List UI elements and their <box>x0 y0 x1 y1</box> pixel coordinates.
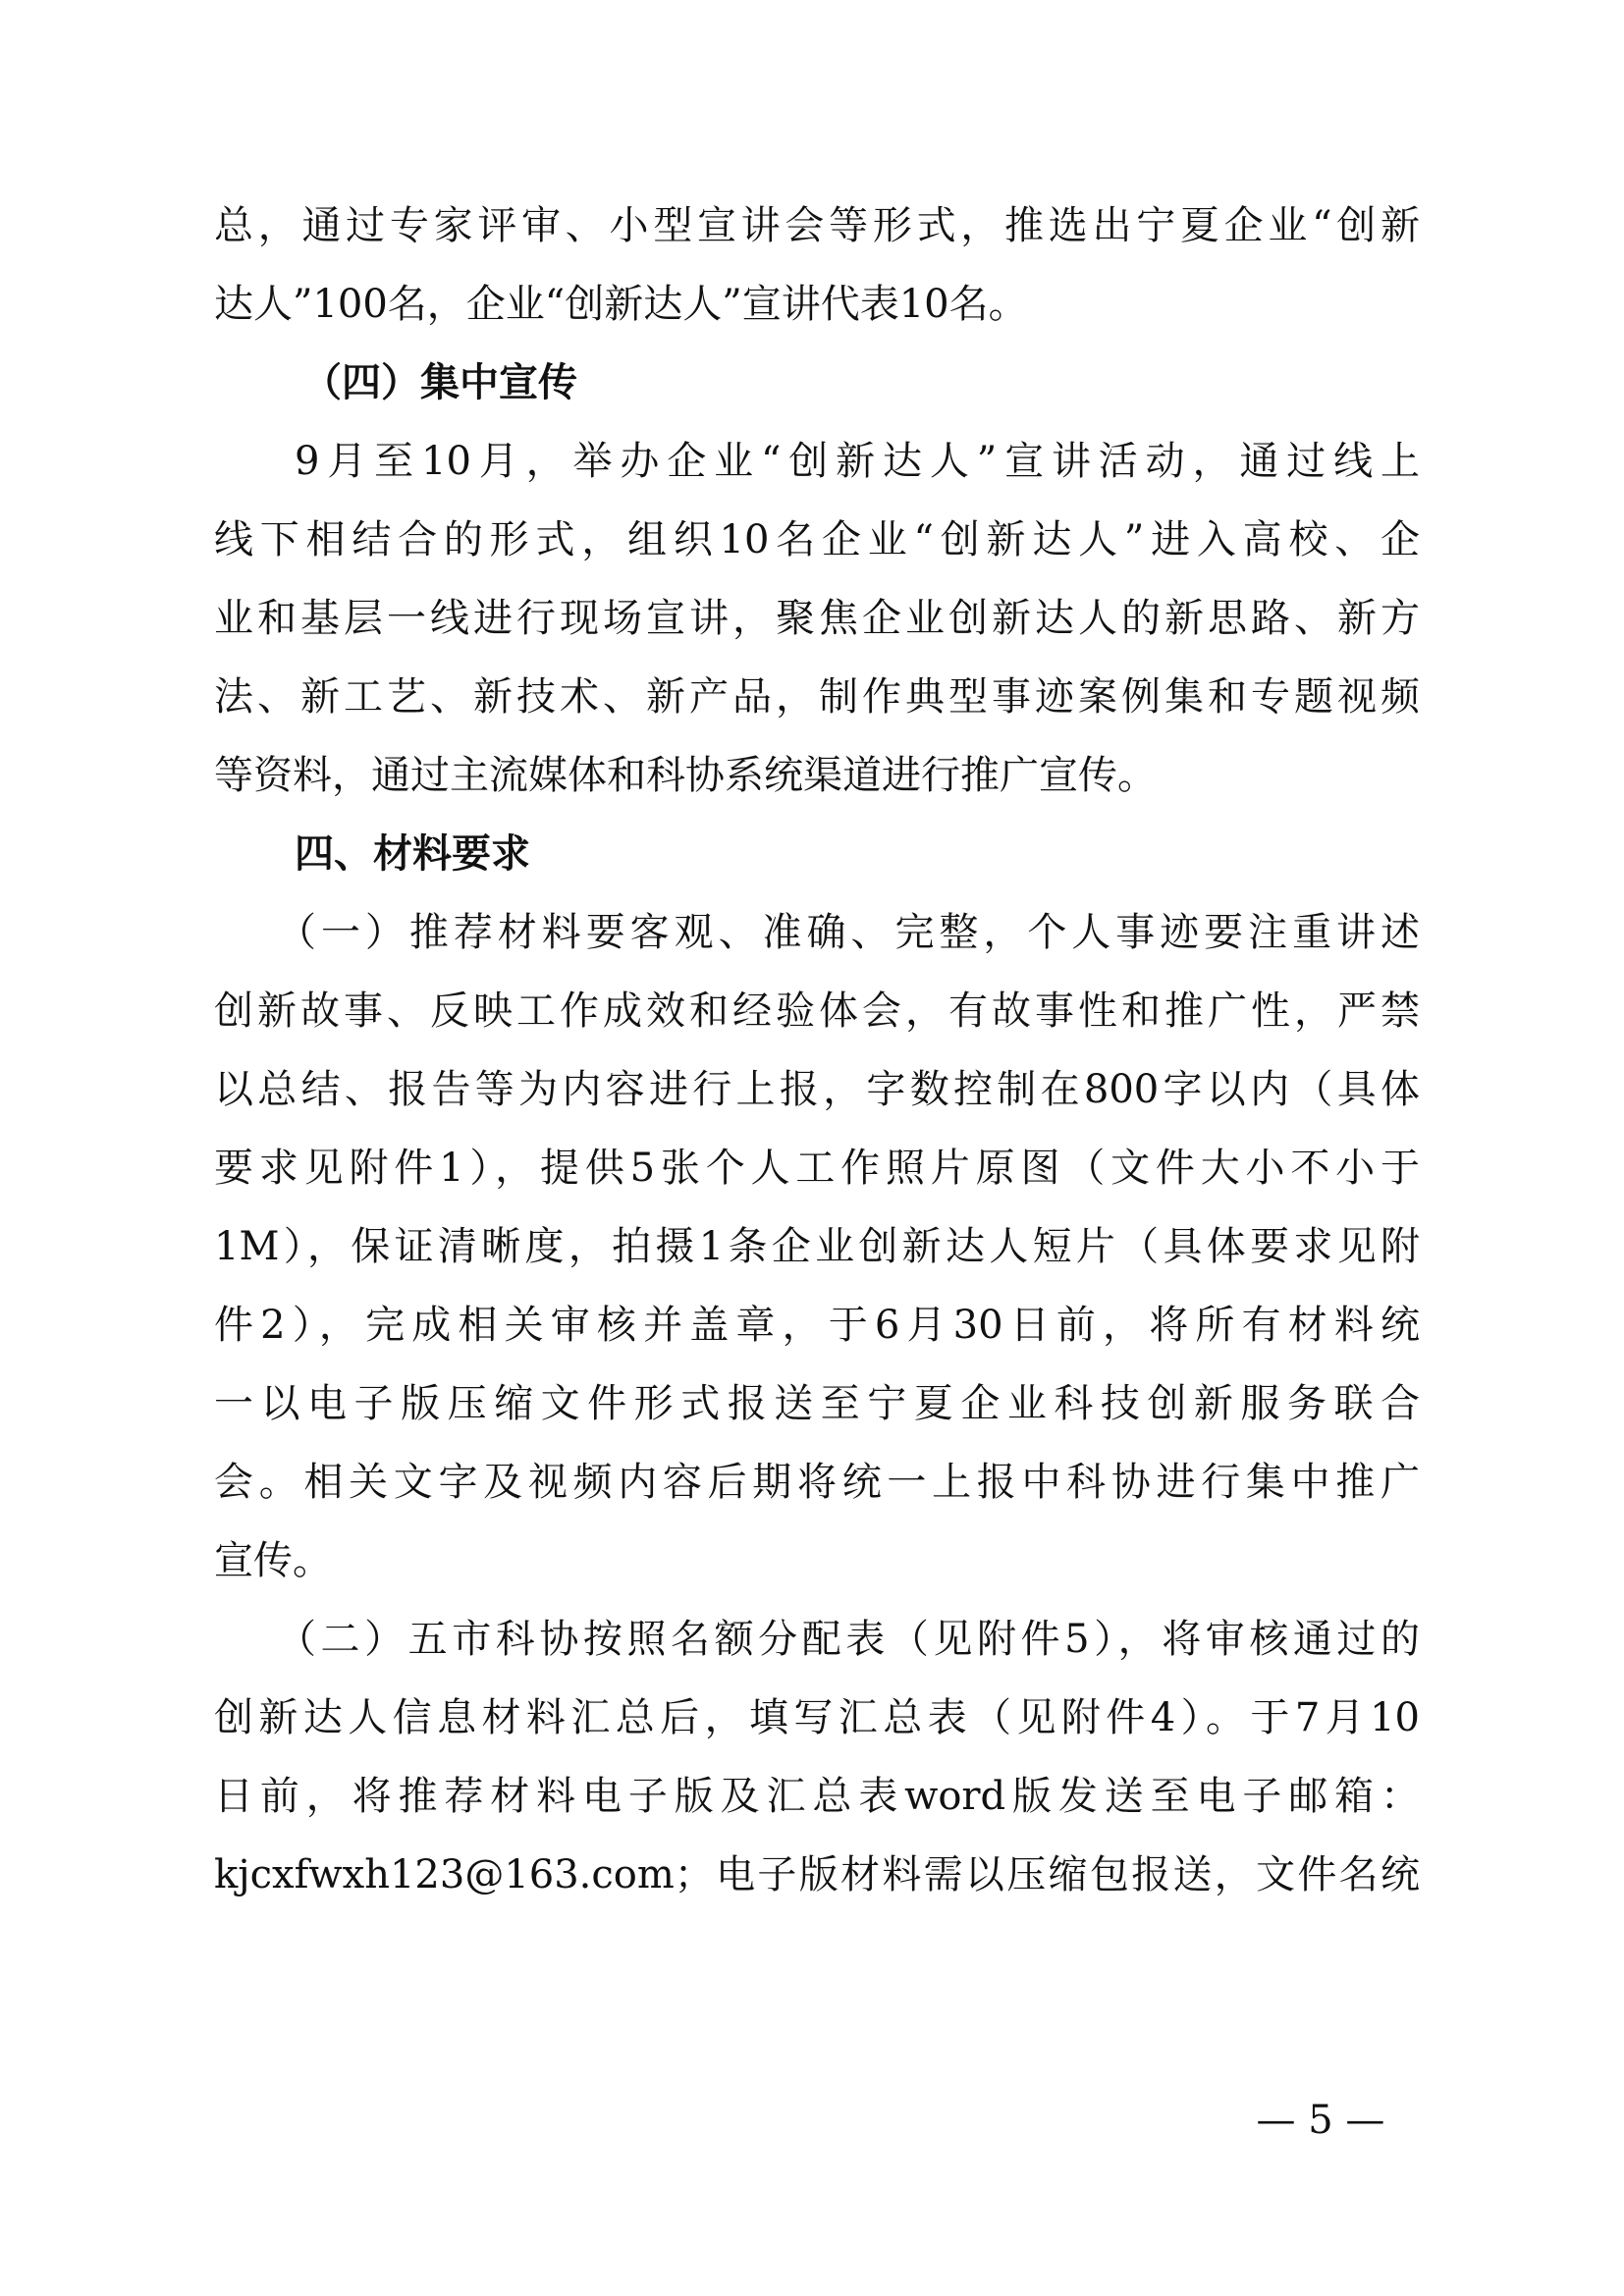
body-text-line: 要求见附件1），提供5张个人工作照片原图（文件大小不小于 <box>214 1146 1420 1191</box>
body-text-line: 等资料，通过主流媒体和科协系统渠道进行推广宣传。 <box>214 753 1157 798</box>
body-text-line: 业和基层一线进行现场宣讲，聚焦企业创新达人的新思路、新方 <box>214 596 1420 641</box>
body-text-line: 一以电子版压缩文件形式报送至宁夏企业科技创新服务联合 <box>214 1381 1420 1426</box>
body-text-line: （二）五市科协按照名额分配表（见附件5），将审核通过的 <box>277 1617 1420 1662</box>
body-text-line: 总，通过专家评审、小型宣讲会等形式，推选出宁夏企业“创新 <box>214 203 1420 248</box>
body-text-line: 宣传。 <box>214 1538 332 1583</box>
body-text-line: （一）推荐材料要客观、准确、完整，个人事迹要注重讲述 <box>277 910 1420 955</box>
body-text-line: 创新达人信息材料汇总后，填写汇总表（见附件4）。于7月10 <box>214 1695 1420 1740</box>
section-subheading: （四）集中宣传 <box>302 360 577 405</box>
body-text-line: 件2），完成相关审核并盖章，于6月30日前，将所有材料统 <box>214 1303 1420 1348</box>
body-text-line: 以总结、报告等为内容进行上报，字数控制在800字以内（具体 <box>214 1067 1420 1112</box>
body-text-line: 法、新工艺、新技术、新产品，制作典型事迹案例集和专题视频 <box>214 674 1420 720</box>
section-heading: 四、材料要求 <box>295 831 530 877</box>
page-number: — 5 — <box>1256 2098 1385 2143</box>
body-text-line: 线下相结合的形式，组织10名企业“创新达人”进入高校、企 <box>214 517 1420 562</box>
body-text-line: 日前，将推荐材料电子版及汇总表word版发送至电子邮箱： <box>214 1774 1420 1819</box>
body-text-line: kjcxfwxh123@163.com；电子版材料需以压缩包报送，文件名统 <box>214 1852 1420 1897</box>
body-text-line: 会。相关文字及视频内容后期将统一上报中科协进行集中推广 <box>214 1460 1420 1505</box>
body-text-line: 1M），保证清晰度，拍摄1条企业创新达人短片（具体要求见附 <box>214 1224 1420 1269</box>
body-text-line: 达人”100名，企业“创新达人”宣讲代表10名。 <box>214 282 1028 327</box>
body-text-line: 9月至10月，举办企业“创新达人”宣讲活动，通过线上 <box>295 439 1420 484</box>
body-text-line: 创新故事、反映工作成效和经验体会，有故事性和推广性，严禁 <box>214 988 1420 1034</box>
